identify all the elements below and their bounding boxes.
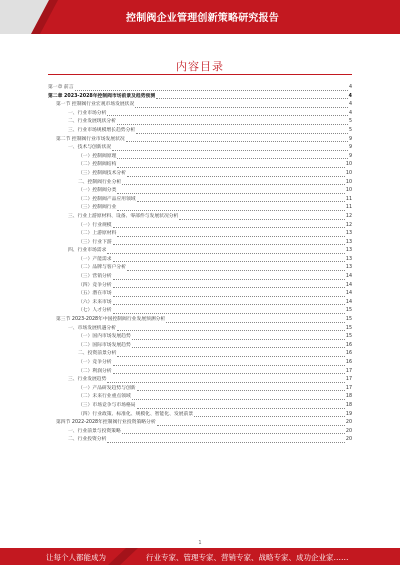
- toc-entry-label: （六）未来市场: [78, 299, 112, 305]
- toc-entry-label: （二）利润分析: [78, 368, 112, 374]
- toc-divider: [48, 74, 352, 75]
- footer-decoration: [108, 548, 138, 565]
- report-title: 控制阀企业管理创新策略研究报告: [126, 13, 279, 24]
- toc-entry[interactable]: [48, 282, 352, 291]
- toc-entry-page: 4: [348, 110, 352, 116]
- toc-leader-dots: [135, 107, 348, 108]
- toc-entry[interactable]: [48, 264, 352, 273]
- toc-entry-page: 9: [348, 136, 352, 142]
- toc-leader-dots: [194, 416, 345, 417]
- toc-entry-page: 16: [345, 342, 352, 348]
- toc-entry-page: 15: [345, 317, 352, 323]
- toc-entry-label: 三、行业发展趋势: [68, 377, 107, 383]
- toc-entry-label: 第二节 控制阀行业市场发展状况: [56, 136, 125, 142]
- toc-entry-page: 10: [345, 162, 352, 168]
- toc-entry-page: 16: [345, 351, 352, 357]
- toc-entry-page: 20: [345, 420, 352, 426]
- page-header: [0, 0, 400, 34]
- toc-entry-page: 13: [345, 248, 352, 254]
- toc-leader-dots: [132, 347, 345, 348]
- toc-entry-page: 14: [345, 299, 352, 305]
- toc-entry[interactable]: [48, 419, 352, 428]
- toc-entry-page: 11: [345, 205, 352, 211]
- toc-entry-label: （二）品牌与客户分析: [78, 265, 126, 271]
- toc-leader-dots: [107, 115, 348, 116]
- toc-leader-dots: [117, 167, 345, 168]
- toc-entry[interactable]: [48, 213, 352, 222]
- toc-entry-label: 四、行业市场需求: [68, 248, 107, 254]
- toc-entry[interactable]: [48, 393, 352, 402]
- toc-entry-label: （二）未来行业重点领域: [78, 394, 131, 400]
- toc-leader-dots: [137, 390, 345, 391]
- toc-entry[interactable]: [48, 325, 352, 334]
- toc-entry[interactable]: [48, 179, 352, 188]
- toc-entry[interactable]: [48, 118, 352, 127]
- toc-entry-page: 17: [345, 385, 352, 391]
- toc-entry-page: 14: [345, 282, 352, 288]
- toc-entry-page: 10: [345, 179, 352, 185]
- toc-leader-dots: [127, 270, 345, 271]
- toc-entry-page: 15: [345, 308, 352, 314]
- toc-entry-page: 13: [345, 239, 352, 245]
- toc-leader-dots: [166, 322, 345, 323]
- toc-entry-page: 4: [348, 93, 352, 99]
- toc-leader-dots: [117, 356, 345, 357]
- toc-entry-label: 第二章 2023-2028年控制阀市场前景及趋势预测: [48, 93, 156, 99]
- toc-entry-label: 二、行业发展现状分析: [68, 119, 116, 125]
- toc-entry[interactable]: [48, 307, 352, 316]
- toc-entry-label: 一、行业市场分析: [68, 110, 107, 116]
- toc-leader-dots: [122, 184, 345, 185]
- toc-leader-dots: [75, 90, 348, 91]
- toc-entry-page: 13: [345, 265, 352, 271]
- toc-entry[interactable]: [48, 436, 352, 445]
- toc-entry[interactable]: [48, 247, 352, 256]
- toc-entry-label: 三、行业上游原材料、设备、零部件与发展状况分析: [68, 213, 179, 219]
- toc-leader-dots: [113, 227, 345, 228]
- toc-entry-label: 三、行业市场规模增长趋势分析: [68, 127, 136, 133]
- toc-leader-dots: [122, 433, 345, 434]
- toc-leader-dots: [107, 382, 345, 383]
- toc-heading: 内容目录: [176, 60, 224, 73]
- toc-entry[interactable]: [48, 110, 352, 119]
- toc-leader-dots: [137, 201, 345, 202]
- toc-entry-label: （一）控制阀原理: [78, 153, 117, 159]
- toc-leader-dots: [117, 210, 345, 211]
- toc-entry[interactable]: [48, 161, 352, 170]
- toc-leader-dots: [113, 304, 345, 305]
- page-footer: [0, 548, 400, 565]
- toc-entry-label: （一）国内市场发展趋势: [78, 334, 131, 340]
- toc-leader-dots: [117, 158, 348, 159]
- toc-leader-dots: [132, 399, 345, 400]
- toc-entry-page: 12: [345, 213, 352, 219]
- toc-entry[interactable]: [48, 256, 352, 265]
- toc-leader-dots: [107, 253, 345, 254]
- toc-entry[interactable]: [48, 127, 352, 136]
- toc-entry-page: 13: [345, 231, 352, 237]
- toc-entry-label: （四）行业政策、标准化、规模化、智能化、发展前景: [78, 411, 194, 417]
- toc-entry[interactable]: [48, 428, 352, 437]
- page-number: 1: [198, 540, 202, 546]
- toc-entry-label: 第一章 前言: [48, 85, 74, 90]
- toc-entry-label: （三）营销分析: [78, 274, 112, 280]
- toc-entry[interactable]: [48, 204, 352, 213]
- toc-entry-label: （三）控制阀行业: [78, 205, 117, 211]
- toc-leader-dots: [137, 408, 345, 409]
- toc-entry-label: 一、行业前景与投资策略: [68, 428, 121, 434]
- toc-entry-page: 17: [345, 377, 352, 383]
- toc-entry[interactable]: [48, 170, 352, 179]
- toc-entry-page: 19: [345, 411, 352, 417]
- toc-entry-label: （一）控制阀分类: [78, 188, 117, 194]
- table-of-contents: [48, 84, 352, 445]
- toc-entry-page: 9: [348, 145, 352, 151]
- toc-entry[interactable]: [48, 187, 352, 196]
- toc-leader-dots: [107, 442, 345, 443]
- toc-leader-dots: [113, 279, 345, 280]
- toc-entry-label: （二）国际市场发展趋势: [78, 342, 131, 348]
- toc-entry-label: 一、技术与创新状况: [68, 145, 112, 151]
- toc-leader-dots: [117, 236, 345, 237]
- toc-entry-page: 20: [345, 428, 352, 434]
- toc-entry[interactable]: [48, 273, 352, 282]
- toc-entry[interactable]: [48, 153, 352, 162]
- toc-entry[interactable]: [48, 350, 352, 359]
- toc-entry-label: （二）上游原材料: [78, 231, 117, 237]
- toc-leader-dots: [117, 330, 345, 331]
- toc-entry-label: （五）潜在市场: [78, 291, 112, 297]
- toc-leader-dots: [117, 193, 345, 194]
- toc-entry[interactable]: [48, 101, 352, 110]
- toc-entry-page: 15: [345, 325, 352, 331]
- toc-entry-page: 4: [348, 102, 352, 108]
- toc-entry-page: 10: [345, 170, 352, 176]
- toc-entry-page: 4: [348, 85, 352, 90]
- toc-entry-label: 二、行业投资分析: [68, 437, 107, 443]
- toc-entry-label: （七）人才分析: [78, 308, 112, 314]
- toc-entry-page: 20: [345, 437, 352, 443]
- toc-leader-dots: [113, 296, 345, 297]
- toc-entry-page: 15: [345, 334, 352, 340]
- toc-entry[interactable]: [48, 136, 352, 145]
- toc-entry-page: 14: [345, 291, 352, 297]
- toc-entry[interactable]: [48, 376, 352, 385]
- toc-entry-label: （一）行业规模: [78, 222, 112, 228]
- toc-entry-label: （二）控制阀产品应用领域: [78, 196, 136, 202]
- toc-entry-page: 17: [345, 368, 352, 374]
- toc-entry[interactable]: [48, 290, 352, 299]
- toc-entry[interactable]: [48, 84, 352, 93]
- toc-entry[interactable]: [48, 333, 352, 342]
- toc-entry-page: 13: [345, 256, 352, 262]
- toc-leader-dots: [157, 425, 345, 426]
- footer-slogan-right: 行业专家、管理专家、营销专家、战略专家、成功企业家……: [146, 553, 349, 562]
- toc-entry-label: 二、控制阀行业分析: [78, 179, 122, 185]
- toc-entry[interactable]: [48, 316, 352, 325]
- toc-entry[interactable]: [48, 299, 352, 308]
- toc-leader-dots: [113, 365, 345, 366]
- toc-entry-label: 第一节 控制阀行业宏观市场发展状况: [56, 102, 135, 108]
- toc-entry-page: 5: [348, 127, 352, 133]
- toc-entry-page: 9: [348, 153, 352, 159]
- toc-leader-dots: [113, 244, 345, 245]
- toc-entry[interactable]: [48, 222, 352, 231]
- toc-entry[interactable]: [48, 402, 352, 411]
- toc-entry[interactable]: [48, 411, 352, 420]
- toc-leader-dots: [113, 373, 345, 374]
- toc-entry[interactable]: [48, 368, 352, 377]
- toc-entry[interactable]: [48, 144, 352, 153]
- toc-entry-page: 16: [345, 360, 352, 365]
- toc-entry-label: （一）产品研发趋势与创新: [78, 385, 136, 391]
- toc-entry[interactable]: [48, 385, 352, 394]
- toc-entry-label: （二）控制阀结构: [78, 162, 117, 168]
- footer-slogan-left: 让每个人都能成为: [46, 553, 106, 562]
- toc-entry-label: （四）竞争分析: [78, 282, 112, 288]
- toc-leader-dots: [127, 176, 345, 177]
- toc-entry-label: 第三节 2023-2028年中国控制阀行业发展预测分析: [56, 317, 166, 323]
- toc-entry-label: 一、市场发展机遇分析: [68, 325, 116, 331]
- toc-leader-dots: [117, 124, 348, 125]
- toc-entry-page: 10: [345, 188, 352, 194]
- toc-entry-page: 11: [345, 196, 352, 202]
- toc-entry-label: （一）竞争分析: [78, 360, 112, 365]
- toc-entry[interactable]: [48, 239, 352, 248]
- toc-entry-label: 二、投资前景分析: [78, 351, 117, 357]
- toc-leader-dots: [113, 287, 345, 288]
- toc-leader-dots: [132, 339, 345, 340]
- toc-entry[interactable]: [48, 196, 352, 205]
- toc-entry[interactable]: [48, 230, 352, 239]
- toc-entry-page: 5: [348, 119, 352, 125]
- toc-leader-dots: [126, 141, 348, 142]
- toc-leader-dots: [112, 150, 348, 151]
- toc-leader-dots: [113, 313, 345, 314]
- toc-leader-dots: [156, 98, 348, 99]
- toc-entry-label: （一）产能需求: [78, 256, 112, 262]
- toc-entry-page: 14: [345, 274, 352, 280]
- toc-entry-label: （三）控制阀技术分析: [78, 170, 126, 176]
- toc-leader-dots: [113, 261, 345, 262]
- toc-entry[interactable]: [48, 93, 352, 102]
- toc-leader-dots: [136, 133, 348, 134]
- toc-leader-dots: [179, 219, 345, 220]
- toc-entry[interactable]: [48, 359, 352, 368]
- toc-entry-page: 18: [345, 394, 352, 400]
- toc-entry[interactable]: [48, 342, 352, 351]
- toc-entry-label: （三）市场竞争与市场格局: [78, 402, 136, 408]
- toc-entry-page: 18: [345, 402, 352, 408]
- toc-entry-label: （三）行业下游: [78, 239, 112, 245]
- toc-entry-label: 第四节 2022-2028年控制阀行业投资策略分析: [56, 420, 156, 426]
- toc-entry-page: 12: [345, 222, 352, 228]
